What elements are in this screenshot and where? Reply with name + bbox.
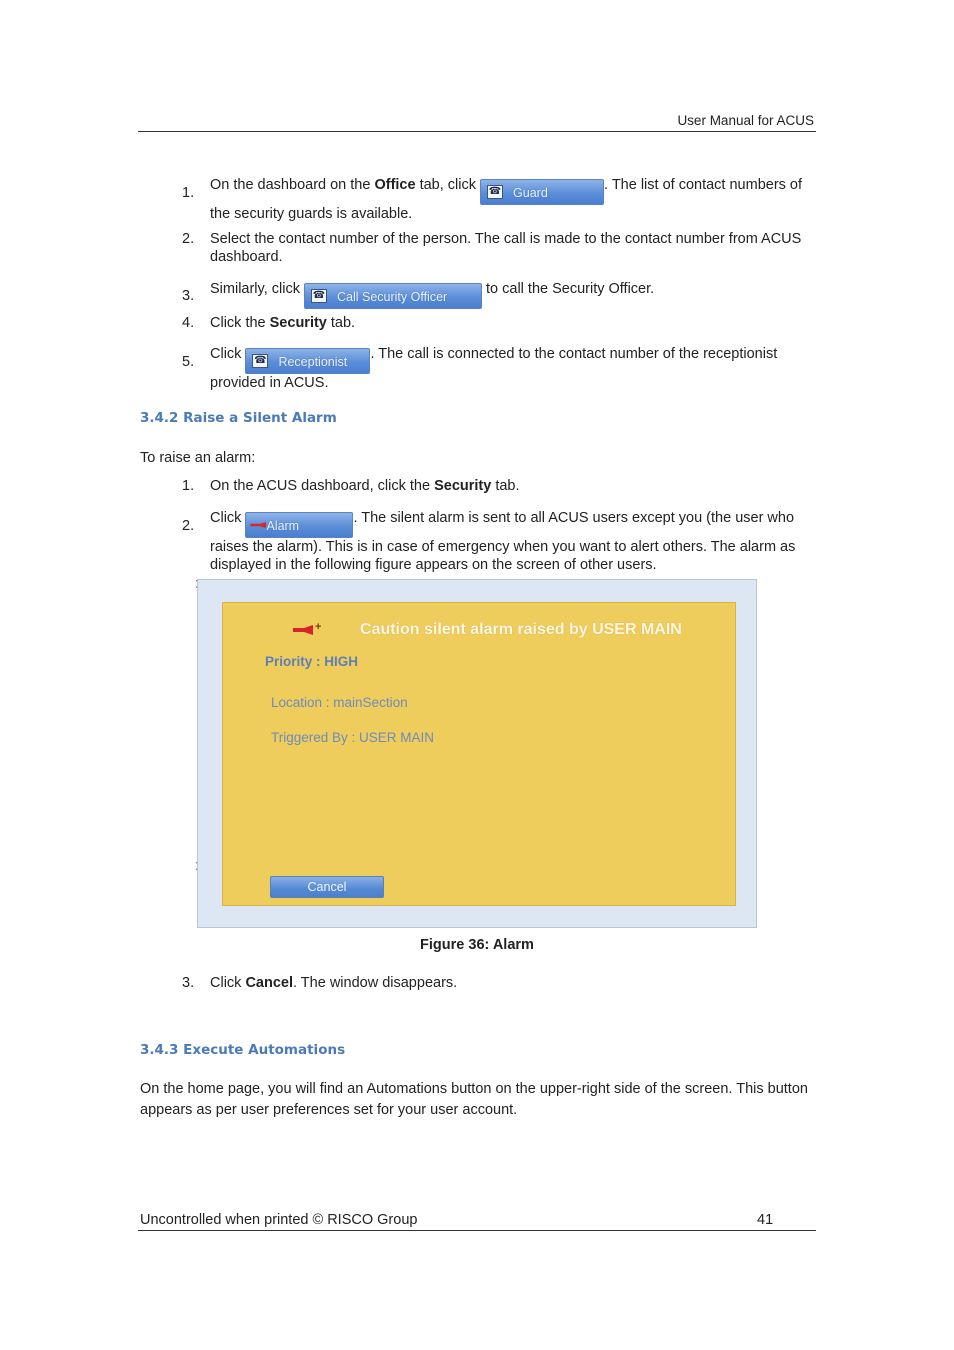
footer-rule [138, 1230, 816, 1231]
alarm-button-label: Alarm [266, 519, 300, 533]
header-rule [138, 131, 816, 132]
call-security-officer-label: Call Security Officer [336, 290, 448, 304]
paragraph: To raise an alarm: [140, 450, 256, 466]
alarm-horn-icon [250, 522, 266, 528]
receptionist-button-label: Receptionist [278, 355, 348, 369]
list-number: 2. [182, 518, 195, 534]
figure-edge-mark: ⁚ [195, 861, 199, 873]
guard-button-label: Guard [513, 186, 548, 200]
alarm-title: Caution silent alarm raised by USER MAIN [360, 621, 682, 638]
page-number: 41 [757, 1212, 774, 1228]
alarm-horn-body [293, 625, 313, 635]
alarm-spark-icon: + [315, 621, 322, 633]
item-text: Click [210, 975, 246, 991]
call-security-officer-button[interactable] [304, 283, 482, 309]
list-number: 2. [182, 231, 195, 247]
guard-button[interactable] [480, 179, 604, 205]
list-number: 3. [182, 288, 195, 304]
list-item [210, 280, 814, 309]
list-item [210, 314, 814, 332]
alarm-horn-icon [293, 621, 322, 637]
list-number: 1. [182, 478, 195, 494]
section-heading: 3.4.3 Execute Automations [140, 1042, 346, 1058]
item-text: tab. [326, 315, 356, 331]
alarm-button[interactable] [245, 512, 353, 538]
section-heading: 3.4.2 Raise a Silent Alarm [140, 410, 337, 426]
item-bold: Security [269, 315, 327, 331]
figure-edge-mark: ⁚ [195, 579, 199, 591]
footer-text: Uncontrolled when printed © RISCO Group [140, 1212, 418, 1228]
item-text: . The call is connected to the contact number of the receptionist provided in ACUS. [210, 346, 778, 391]
list-item [210, 176, 814, 223]
list-number: 1. [182, 185, 195, 201]
item-bold: Security [434, 478, 492, 494]
list-item [210, 477, 814, 495]
item-text: On the dashboard on the [210, 177, 375, 193]
list-number: 4. [182, 315, 195, 331]
alarm-location: Location : mainSection [271, 695, 408, 710]
list-item [210, 509, 814, 574]
figure-caption: Figure 36: Alarm [420, 937, 534, 953]
alarm-triggered-by: Triggered By : USER MAIN [271, 730, 435, 745]
item-text: . The list of contact numbers of the security guards is available. [210, 177, 803, 222]
item-text: On the ACUS dashboard, click the [210, 478, 435, 494]
item-text: . The window disappears. [293, 975, 458, 991]
alarm-panel [222, 602, 736, 906]
item-text: Similarly, click [210, 281, 304, 297]
receptionist-button[interactable] [245, 348, 370, 374]
cancel-button[interactable]: Cancel [270, 876, 384, 898]
item-text: to call the Security Officer. [481, 281, 655, 297]
item-text: Click [210, 346, 246, 362]
item-text: tab, click [415, 177, 481, 193]
paragraph: On the home page, you will find an Automations button on the upper-right side of the screen. This button appears as per user preferences set for your user account. [140, 1081, 808, 1118]
item-bold: Office [374, 177, 416, 193]
list-item [210, 345, 814, 392]
item-bold: Cancel [245, 975, 294, 991]
header-title: User Manual for ACUS [677, 113, 814, 128]
alarm-priority: Priority : HIGH [265, 654, 359, 669]
item-text: Click [210, 510, 246, 526]
phone-icon: ☎ [488, 186, 502, 197]
item-text: tab. [491, 478, 520, 494]
item-text: Click the [210, 315, 270, 331]
list-item: Select the contact number of the person. The call is made to the contact number from ACUS dashboard. [210, 231, 802, 265]
list-number: 5. [182, 354, 195, 370]
phone-icon: ☎ [254, 355, 267, 366]
item-text: . The silent alarm is sent to all ACUS users except you (the user who raises the alarm). This is in case of emergency when you want to alert others. The alarm as displayed in the following figure appears on the screen of other users. [210, 510, 796, 573]
list-number: 3. [182, 975, 195, 991]
phone-icon: ☎ [312, 290, 326, 301]
list-item [210, 974, 814, 992]
alarm-figure [197, 579, 757, 928]
